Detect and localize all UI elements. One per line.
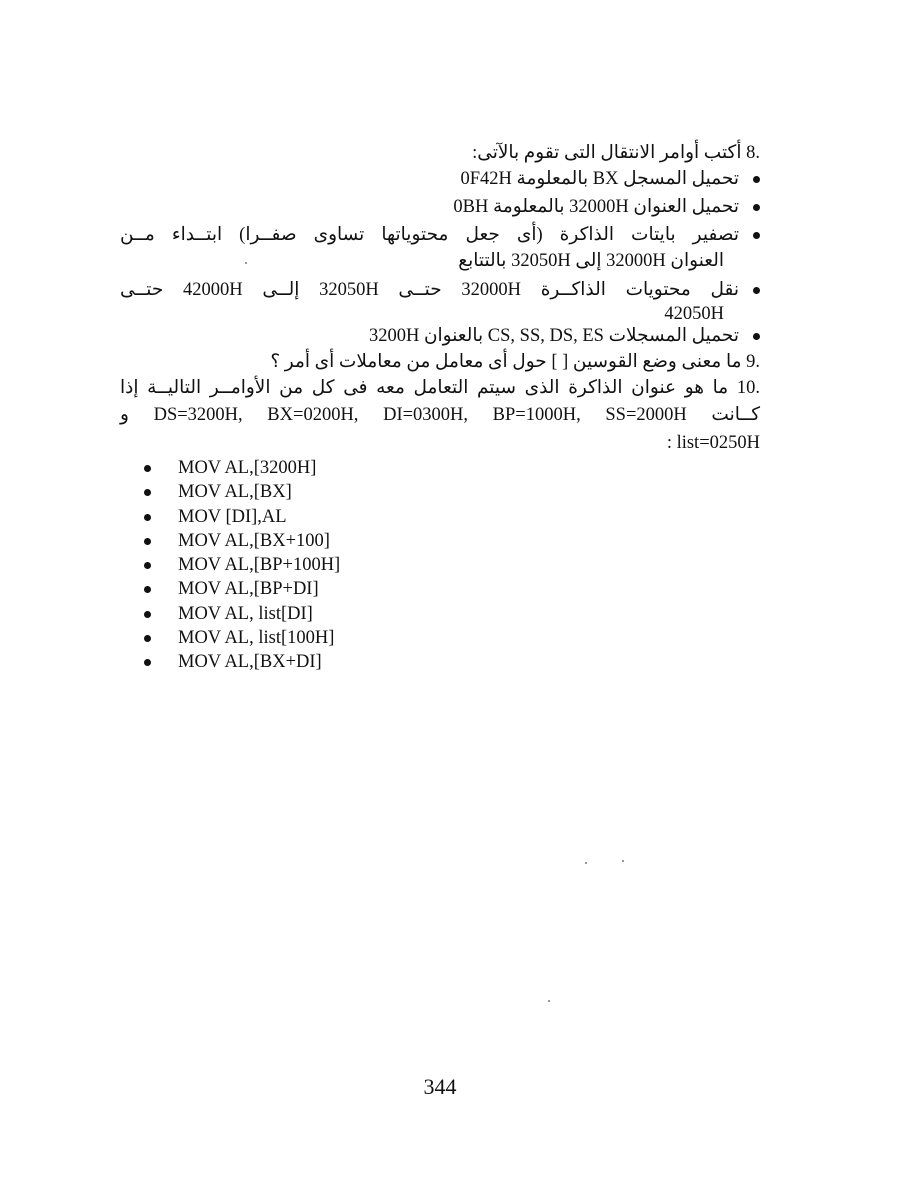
question-8-heading: .8 أكتب أوامر الانتقال التى تقوم بالآتى: <box>472 143 760 163</box>
q8-item-clear-memory-cont: العنوان 32000H إلى 32050H بالتتابع <box>458 251 724 271</box>
q8-item-load-segments: تحميل المسجلات CS, SS, DS, ES بالعنوان 3200H <box>369 323 760 349</box>
command-item: MOV AL, list[DI] <box>142 602 340 626</box>
command-item: MOV AL,[3200H] <box>142 456 340 480</box>
scan-speck <box>245 262 247 264</box>
scan-speck <box>548 1000 550 1002</box>
bullet-icon <box>753 176 760 183</box>
page-number: 344 <box>423 1074 457 1099</box>
command-item: MOV AL,[BX] <box>142 480 340 504</box>
question-10-line1: .10 ما هو عنوان الذاكرة الذى سيتم التعامل معه فى كل من الأوامــر التاليــة إذا <box>120 378 760 398</box>
command-item: MOV AL,[BP+DI] <box>142 577 340 601</box>
question-9: .9 ما معنى وضع القوسين [ ] حول أى معامل من معاملات أى أمر ؟ <box>270 352 760 372</box>
command-item: MOV AL, list[100H] <box>142 626 340 650</box>
command-item: MOV AL,[BP+100H] <box>142 553 340 577</box>
bullet-icon <box>753 287 760 294</box>
q8-item-move-memory: نقل محتويات الذاكــرة 32000H حتــى 32050H إلــى 42000H حتــى <box>120 277 760 303</box>
question-10-line2: كــانت DS=3200H, BX=0200H, DI=0300H, BP=1000H, SS=2000H و <box>120 405 761 425</box>
q8-item-move-memory-cont: 42050H <box>664 304 724 324</box>
bullet-icon <box>753 204 760 211</box>
scan-speck <box>585 862 587 864</box>
command-item: MOV AL,[BX+100] <box>142 529 340 553</box>
command-item: MOV AL,[BX+DI] <box>142 650 340 674</box>
q8-item-load-bx: تحميل المسجل BX بالمعلومة 0F42H <box>461 166 760 192</box>
command-item: MOV [DI],AL <box>142 505 340 529</box>
q8-item-clear-memory: تصفير بايتات الذاكرة (أى جعل محتوياتها تساوى صفــرا) ابتــداء مــن <box>120 222 760 248</box>
bullet-icon <box>753 232 760 239</box>
bullet-icon <box>753 333 760 340</box>
q8-item-load-address: تحميل العنوان 32000H بالمعلومة 0BH <box>453 194 760 220</box>
register-values: DS=3200H, BX=0200H, DI=0300H, BP=1000H, SS=2000H <box>153 405 687 425</box>
command-list <box>142 456 340 675</box>
question-10-line3: : list=0250H <box>666 433 760 453</box>
scan-speck <box>622 860 624 862</box>
